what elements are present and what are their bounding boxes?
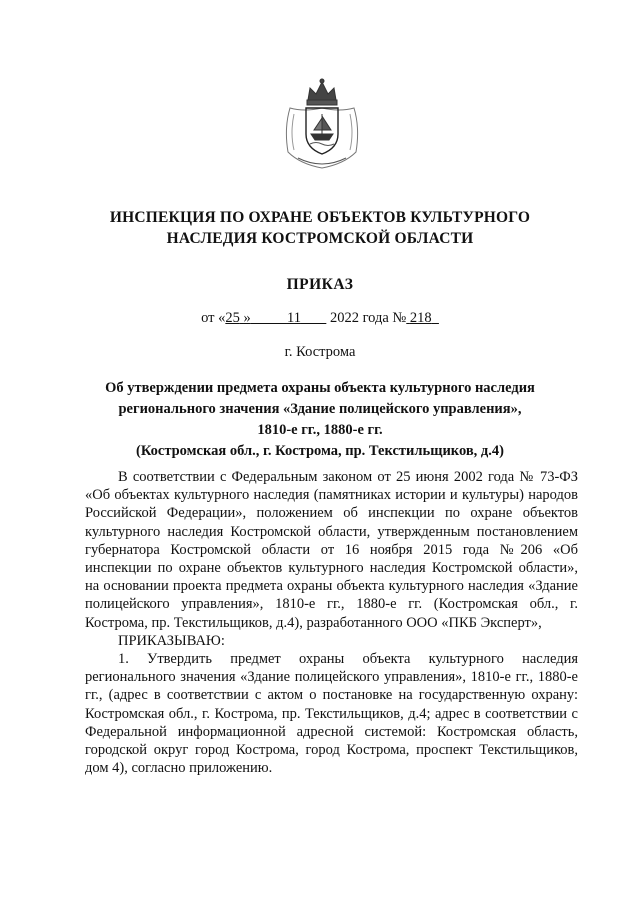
organization-name-line1: ИНСПЕКЦИЯ ПО ОХРАНЕ ОБЪЕКТОВ КУЛЬТУРНОГО: [109, 209, 531, 226]
organization-name-line2: НАСЛЕДИЯ КОСТРОМСКОЙ ОБЛАСТИ: [166, 230, 474, 247]
city: г. Кострома: [284, 344, 356, 360]
order-month: 11: [286, 310, 301, 326]
organization-name: [60, 207, 580, 249]
subject-line1: Об утверждении предмета охраны объекта культурного наследия: [105, 380, 535, 396]
order-date-number-line: [0, 310, 640, 327]
subject-line3: 1810-е гг., 1880-е гг.: [257, 422, 383, 438]
order-title: ПРИКАЗ: [286, 276, 354, 293]
order-date-prefix: от «: [201, 310, 226, 326]
order-word: ПРИКАЗЫВАЮ:: [118, 632, 225, 649]
subject-line2: регионального значения «Здание полицейского управления»,: [118, 401, 522, 417]
preamble-paragraph: В соответствии с Федеральным законом от 25 июня 2002 года № 73-ФЗ «Об объектах культурного наследия (памятниках истории и культуры) народов Российской Федерации», положением об инспекции по охране объектов культурного наследия Костромской области, утвержденным постановлением губернатора Костромской области от 16 ноября 2015 года №206 «Об инспекции по охране объектов культурного наследия Костромской области», на основании проекта предмета охраны объекта культурного наследия «Здание полицейского управления», 1810-е гг., 1880-е гг. (Костромская обл., г. Кострома, пр. Текстильщиков, д.4), разработанного ООО «ПКБ Эксперт»,: [85, 469, 578, 631]
order-item-1: 1. Утвердить предмет охраны объекта культурного наследия регионального значения «Здание полицейского управления», 1810-е гг., 1880-е гг., (адрес в соответствии с актом о постановке на государственную охрану: Костромская обл., г. Кострома, пр. Текстильщиков, д.4; адрес в соответствии с Федеральной информационной адресной системой: Костромская область, городской округ город Кострома, город Кострома, проспект Текстильщиков, дом 4), согласно приложению.: [85, 651, 578, 777]
order-subject: [85, 378, 555, 462]
order-number: 218: [409, 310, 432, 326]
order-day: 25 »: [225, 310, 251, 326]
subject-line4: (Костромская обл., г. Кострома, пр. Текстильщиков, д.4): [136, 443, 504, 459]
order-body: [85, 468, 578, 777]
kostroma-coat-of-arms-icon: [280, 78, 364, 170]
order-year: 2022 года №: [329, 310, 407, 326]
